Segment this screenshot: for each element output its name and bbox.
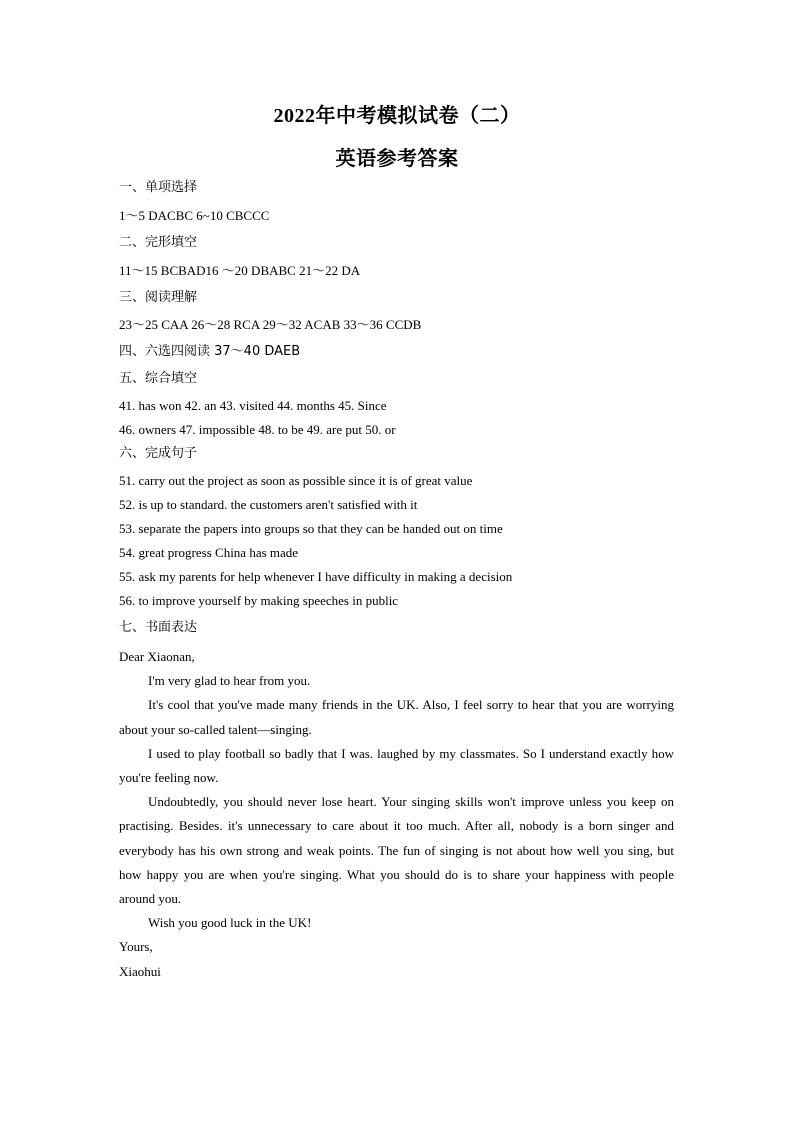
- sentence-answer-52: 52. is up to standard. the customers aren't satisfied with it: [119, 497, 418, 512]
- letter-signature: Xiaohui: [119, 963, 161, 979]
- letter-greeting: Dear Xiaonan,: [119, 649, 195, 664]
- sentence-answer-51: 51. carry out the project as soon as possible since it is of great value: [119, 473, 473, 488]
- section-answers-1: 1～5 DACBC 6~10 CBCCC: [119, 208, 270, 223]
- sentence-answer-53: 53. separate the papers into groups so that they can be handed out on time: [119, 521, 503, 536]
- section-heading-3: 三、阅读理解: [119, 290, 198, 305]
- section-answers-5a: 41. has won 42. an 43. visited 44. months 45. Since: [119, 398, 387, 413]
- page-subtitle: 英语参考答案: [335, 148, 459, 170]
- section-answers-2: 11～15 BCBAD16 ～20 DBABC 21～22 DA: [119, 263, 361, 278]
- sample-letter: [119, 645, 674, 984]
- letter-paragraph-5: Wish you good luck in the UK!: [148, 915, 312, 931]
- sentence-answer-55: 55. ask my parents for help whenever I have difficulty in making a decision: [119, 569, 513, 584]
- section-heading-5: 五、综合填空: [119, 371, 198, 386]
- letter-paragraph-1: I'm very glad to hear from you.: [148, 673, 311, 689]
- section-heading-6: 六、完成句子: [119, 446, 198, 461]
- sentence-answer-54: 54. great progress China has made: [119, 545, 299, 560]
- letter-paragraph-3: I used to play football so badly that I was. laughed by my classmates. So I understand exactly how you're feeling now.: [119, 745, 674, 786]
- letter-paragraph-4: Undoubtedly, you should never lose heart. Your singing skills won't improve unless you keep on practising. Besides. it's unnecessary to care about it too much. After all, nobody is a born singer and everybody has his own strong and weak points. The fun of singing is not about how well you sing, but how happy you are when you're singing. What you should do is to share your happiness with people around you.: [119, 794, 674, 907]
- section-heading-7: 七、书面表达: [119, 620, 198, 635]
- section-heading-2: 二、完形填空: [119, 235, 198, 250]
- section-answers-3: 23～25 CAA 26～28 RCA 29～32 ACAB 33～36 CCDB: [119, 317, 422, 332]
- section-heading-4: 四、六选四阅读 37～40 DAEB: [119, 344, 301, 359]
- sentence-answer-56: 56. to improve yourself by making speeches in public: [119, 593, 399, 608]
- letter-closing: Yours,: [119, 939, 153, 955]
- letter-paragraph-2: It's cool that you've made many friends in the UK. Also, I feel sorry to hear that you are worrying about your so-called talent—singing.: [119, 697, 674, 737]
- section-answers-5b: 46. owners 47. impossible 48. to be 49. are put 50. or: [119, 422, 396, 437]
- page-title: 2022年中考模拟试卷（二）: [273, 105, 521, 127]
- section-heading-1: 一、单项选择: [119, 180, 198, 195]
